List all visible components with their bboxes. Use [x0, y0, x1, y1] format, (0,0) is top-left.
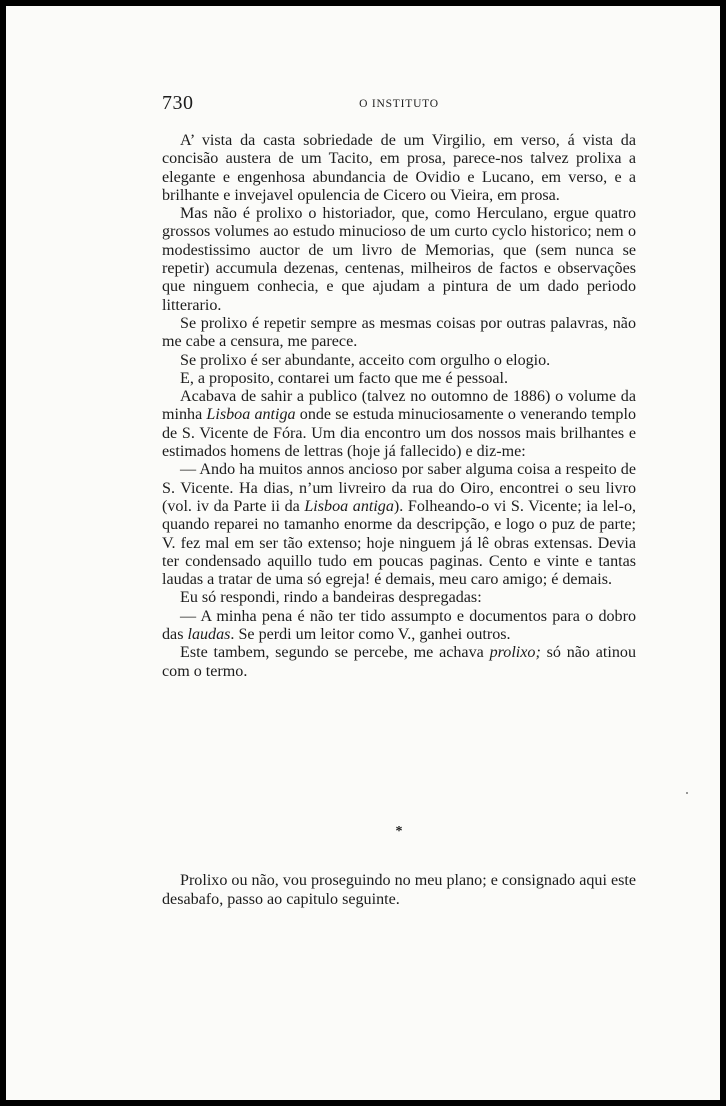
- text-run: onde se estuda minuciosamente o venerando templo de S. Vicente de Fóra. Um dia encontro um dos nossos mais brilhantes e estimados homens de lettras (hoje já fallecido) e diz-me:: [162, 406, 636, 461]
- paragraph-1: A’ vista da casta sobriedade de um Virgilio, em verso, á vista da concisão austera de um Tacito, em prosa, parece-nos talvez prolixa a elegante e engenhosa abundancia de Ovidio e Lucano, em verso, e a brilhante e invejavel opulencia de Cicero ou Vieira, em prosa.: [162, 132, 636, 204]
- closing-text: [162, 872, 636, 909]
- text-run: . Se perdi um leitor como V., ganhei outros.: [230, 626, 511, 644]
- paragraph-2: Mas não é prolixo o historiador, que, como Herculano, ergue quatro grossos volumes ao estudo minucioso de um curto cyclo historico; nem o modestissimo auctor de um livro de Memorias, que (sem nunca se repetir) accumula dezenas, centenas, milheiros de factos e observações que ninguem conhecia, e que ajudam a pintura de um dado periodo litterario.: [162, 205, 636, 314]
- paragraph-9: [162, 608, 636, 645]
- running-head: O INSTITUTO: [359, 98, 439, 110]
- book-title: Lisboa antiga: [206, 406, 296, 424]
- text-run: — A minha pena é não ter tido assumpto e documentos para o dobro das: [162, 607, 636, 644]
- paragraph-8: Eu só respondi, rindo a bandeiras despregadas:: [180, 589, 482, 607]
- text-run: Este tambem, segundo se percebe, me achava: [180, 644, 490, 662]
- paragraph-4: Se prolixo é ser abundante, acceito com orgulho o elogio.: [180, 351, 551, 369]
- paragraph-6: [162, 388, 636, 461]
- emphasis: prolixo;: [489, 644, 541, 662]
- page-header: [162, 94, 636, 118]
- text-run: — Ando ha muitos annos ancioso por saber alguma coisa a respeito de S. Vicente. Ha dias, n’um livreiro da rua do Oiro, encontrei o seu livro (vol. iv da Parte ii da: [162, 461, 636, 515]
- paragraph-5: E, a proposito, contarei um facto que me é pessoal.: [180, 369, 509, 387]
- paper-speck: [686, 792, 688, 794]
- page-number: 730: [162, 92, 194, 114]
- body-text: [162, 132, 636, 681]
- paragraph-10: [162, 644, 636, 681]
- text-run: ). Folheando-o vi S. Vicente; ia lel-o, quando reparei no tamanho enorme da descripção, e logo o puz de parte; V. fez mal em ser tão extenso; hoje ninguem já lê obras extensas. Devia ter condensado aquillo tudo em poucas paginas. Cento e vinte e tantas laudas a tratar de uma só egreja! é demais, meu caro amigo; é demais.: [162, 497, 637, 589]
- paragraph-3: Se prolixo é repetir sempre as mesmas coisas por outras palavras, não me cabe a censura, me parece.: [162, 314, 636, 351]
- book-page: [6, 6, 720, 1100]
- emphasis: laudas: [187, 626, 231, 644]
- book-title: Lisboa antiga: [304, 497, 394, 515]
- section-separator: *: [395, 824, 403, 839]
- closing-paragraph: Prolixo ou não, vou proseguindo no meu plano; e consignado aqui este desabafo, passo ao capitulo seguinte.: [162, 872, 636, 908]
- paragraph-7: [162, 461, 636, 589]
- text-run: Acabava de sahir a publico (talvez no outomno de 1886) o volume da minha: [162, 388, 636, 424]
- text-run: só não atinou com o termo.: [162, 644, 637, 680]
